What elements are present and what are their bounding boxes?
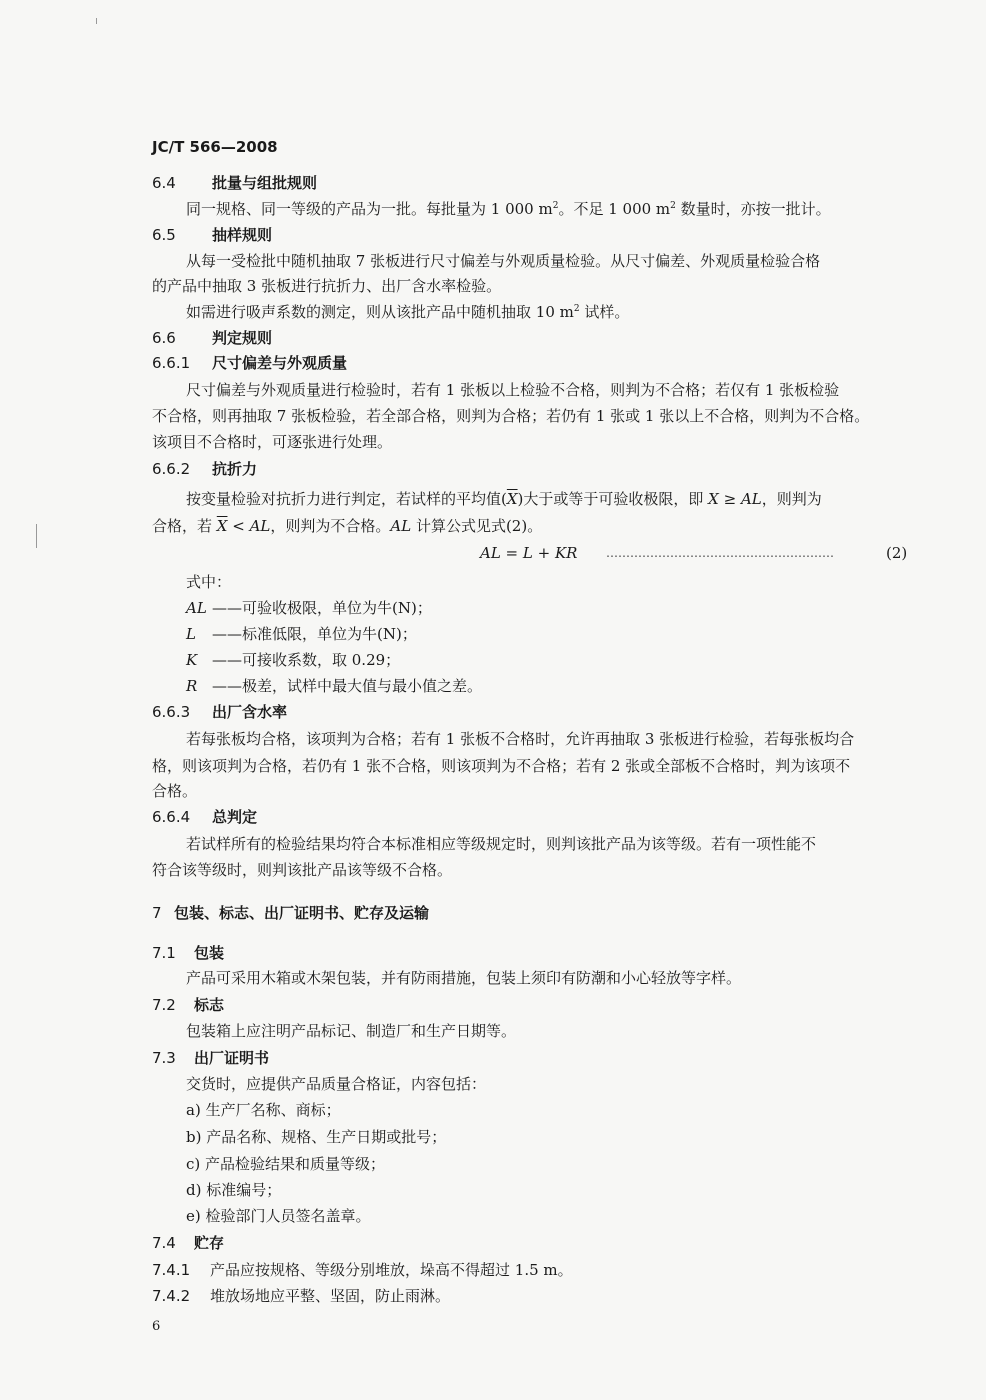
heading-title: 包装、标志、出厂证明书、贮存及运输 <box>174 904 430 922</box>
paragraph-line: 若试样所有的检验结果均符合本标准相应等级规定时，则判该批产品为该等级。若有一项性能不 <box>186 835 817 853</box>
clause-text: 产品应按规格、等级分别堆放，垛高不得超过 1.5 m。 <box>210 1261 573 1279</box>
text: 试样。 <box>579 303 630 321</box>
scan-mark <box>96 18 97 24</box>
heading-6-6-3 <box>152 702 287 722</box>
mean-symbol: $\overline{X}$ <box>216 517 228 535</box>
clause-7-4-1 <box>152 1260 573 1280</box>
heading-title: 出厂含水率 <box>212 703 288 721</box>
mean-symbol: $\overline{X}$ <box>506 490 518 508</box>
variable-row <box>186 624 417 644</box>
heading-title: 批量与组批规则 <box>212 174 318 192</box>
clause-number: 7.4.1 <box>152 1261 191 1279</box>
paragraph-line: 合格。 <box>152 782 198 800</box>
heading-7 <box>152 903 429 923</box>
heading-number: 6.6 <box>152 329 176 347</box>
paragraph-line: 包装箱上应注明产品标记、制造厂和生产日期等。 <box>186 1022 517 1040</box>
variable-description: ——标准低限，单位为牛(N)； <box>212 625 417 643</box>
heading-6-6 <box>152 328 272 348</box>
superscript: 2 <box>552 201 559 211</box>
paragraph-line: 产品可采用木箱或木架包装，并有防雨措施，包装上须印有防潮和小心轻放等字样。 <box>186 969 742 987</box>
paragraph-line: 从每一受检批中随机抽取 7 张板进行尺寸偏差与外观质量检验。从尺寸偏差、外观质量检验合格 <box>186 252 821 270</box>
paragraph-line <box>152 516 542 536</box>
heading-6-6-2 <box>152 459 257 479</box>
superscript: 2 <box>573 304 580 314</box>
formula-leader-dots: ………………………………………………… <box>606 546 834 560</box>
clause-7-4-2 <box>152 1286 450 1306</box>
paragraph-line: 该项目不合格时，可逐张进行处理。 <box>152 433 393 451</box>
variable-description: ——可接收系数，取 0.29； <box>212 651 401 669</box>
heading-6-4 <box>152 173 317 193</box>
heading-number: 7 <box>152 904 162 922</box>
variable-row <box>186 676 482 696</box>
list-item: c) 产品检验结果和质量等级； <box>186 1155 386 1173</box>
paragraph-line: 格，则该项判为合格，若仍有 1 张不合格，则该项判为不合格；若有 2 张或全部板不合格时，判为该项不 <box>152 757 851 775</box>
variable-description: ——极差，试样中最大值与最小值之差。 <box>212 677 483 695</box>
heading-number: 6.6.1 <box>152 354 191 372</box>
heading-title: 抽样规则 <box>212 226 273 244</box>
heading-number: 7.4 <box>152 1234 176 1252</box>
heading-6-6-4 <box>152 807 257 827</box>
paragraph-line: 交货时，应提供产品质量合格证，内容包括： <box>186 1075 487 1093</box>
variable-description: ——可验收极限，单位为牛(N)； <box>212 599 432 617</box>
variable-symbol: L <box>186 625 196 643</box>
text: 数量时，亦按一批计。 <box>675 200 831 218</box>
heading-title: 尺寸偏差与外观质量 <box>212 354 348 372</box>
clause-text: 堆放场地应平整、坚固，防止雨淋。 <box>210 1287 451 1305</box>
heading-number: 6.6.4 <box>152 808 191 826</box>
heading-title: 抗折力 <box>212 460 258 478</box>
variable-symbol: R <box>186 677 198 695</box>
standard-header: JC/T 566—2008 <box>152 138 278 156</box>
heading-6-5 <box>152 225 272 245</box>
equation-number: (2) <box>886 544 908 562</box>
list-item: e) 检验部门人员签名盖章。 <box>186 1207 371 1225</box>
heading-title: 标志 <box>194 996 225 1014</box>
text: ，则判为不合格。 <box>270 517 391 535</box>
formula: AL = L + KR <box>480 544 578 562</box>
inline-formula: AL <box>390 517 412 535</box>
heading-7-3 <box>152 1048 269 1068</box>
paragraph-line: 符合该等级时，则判该批产品该等级不合格。 <box>152 861 453 879</box>
text: 。不足 1 000 m <box>558 200 671 218</box>
text: )大于或等于可验收极限，即 <box>517 490 709 508</box>
heading-title: 贮存 <box>194 1234 225 1252</box>
scan-mark <box>36 524 37 548</box>
text: ，则判为 <box>761 490 822 508</box>
paragraph-line: 不合格，则再抽取 7 张板检验，若全部合格，则判为合格；若仍有 1 张或 1 张以上不合格，则判为不合格。 <box>152 407 870 425</box>
inline-formula: X ≥ AL <box>708 490 762 508</box>
heading-number: 7.2 <box>152 996 176 1014</box>
list-item: b) 产品名称、规格、生产日期或批号； <box>186 1128 447 1146</box>
paragraph-line: 的产品中抽取 3 张板进行抗折力、出厂含水率检验。 <box>152 277 502 295</box>
heading-title: 判定规则 <box>212 329 273 347</box>
heading-number: 6.5 <box>152 226 176 244</box>
where-label: 式中： <box>186 573 232 591</box>
heading-number: 6.6.2 <box>152 460 191 478</box>
heading-7-4 <box>152 1233 224 1253</box>
list-item: d) 标准编号； <box>186 1181 282 1199</box>
clause-number: 7.4.2 <box>152 1287 191 1305</box>
text: 计算公式见式(2)。 <box>411 517 543 535</box>
variable-row <box>186 650 400 670</box>
heading-7-2 <box>152 995 224 1015</box>
variable-row <box>186 598 432 618</box>
text: 同一规格、同一等级的产品为一批。每批量为 1 000 m <box>186 200 553 218</box>
inline-formula: < AL <box>227 517 271 535</box>
variable-symbol: AL <box>186 599 207 617</box>
text: 合格，若 <box>152 517 217 535</box>
paragraph-line: 若每张板均合格，该项判为合格；若有 1 张板不合格时，允许再抽取 3 张板进行检验，若每张板均合 <box>186 730 855 748</box>
heading-number: 7.1 <box>152 944 176 962</box>
heading-number: 6.4 <box>152 174 176 192</box>
heading-title: 出厂证明书 <box>194 1049 270 1067</box>
variable-symbol: K <box>186 651 198 669</box>
heading-title: 总判定 <box>212 808 258 826</box>
paragraph-line: 尺寸偏差与外观质量进行检验时，若有 1 张板以上检验不合格，则判为不合格；若仅有 1 张板检验 <box>186 381 840 399</box>
text: 按变量检验对抗折力进行判定，若试样的平均值( <box>186 490 507 508</box>
paragraph-line <box>186 489 822 509</box>
superscript: 2 <box>670 201 676 211</box>
paragraph-6-4 <box>186 199 831 219</box>
text: 如需进行吸声系数的测定，则从该批产品中随机抽取 10 m <box>186 303 574 321</box>
heading-number: 7.3 <box>152 1049 176 1067</box>
heading-number: 6.6.3 <box>152 703 191 721</box>
page-number: 6 <box>152 1319 161 1334</box>
list-item: a) 生产厂名称、商标； <box>186 1101 341 1119</box>
heading-title: 包装 <box>194 944 225 962</box>
heading-6-6-1 <box>152 353 347 373</box>
heading-7-1 <box>152 943 224 963</box>
paragraph-line <box>186 302 629 322</box>
